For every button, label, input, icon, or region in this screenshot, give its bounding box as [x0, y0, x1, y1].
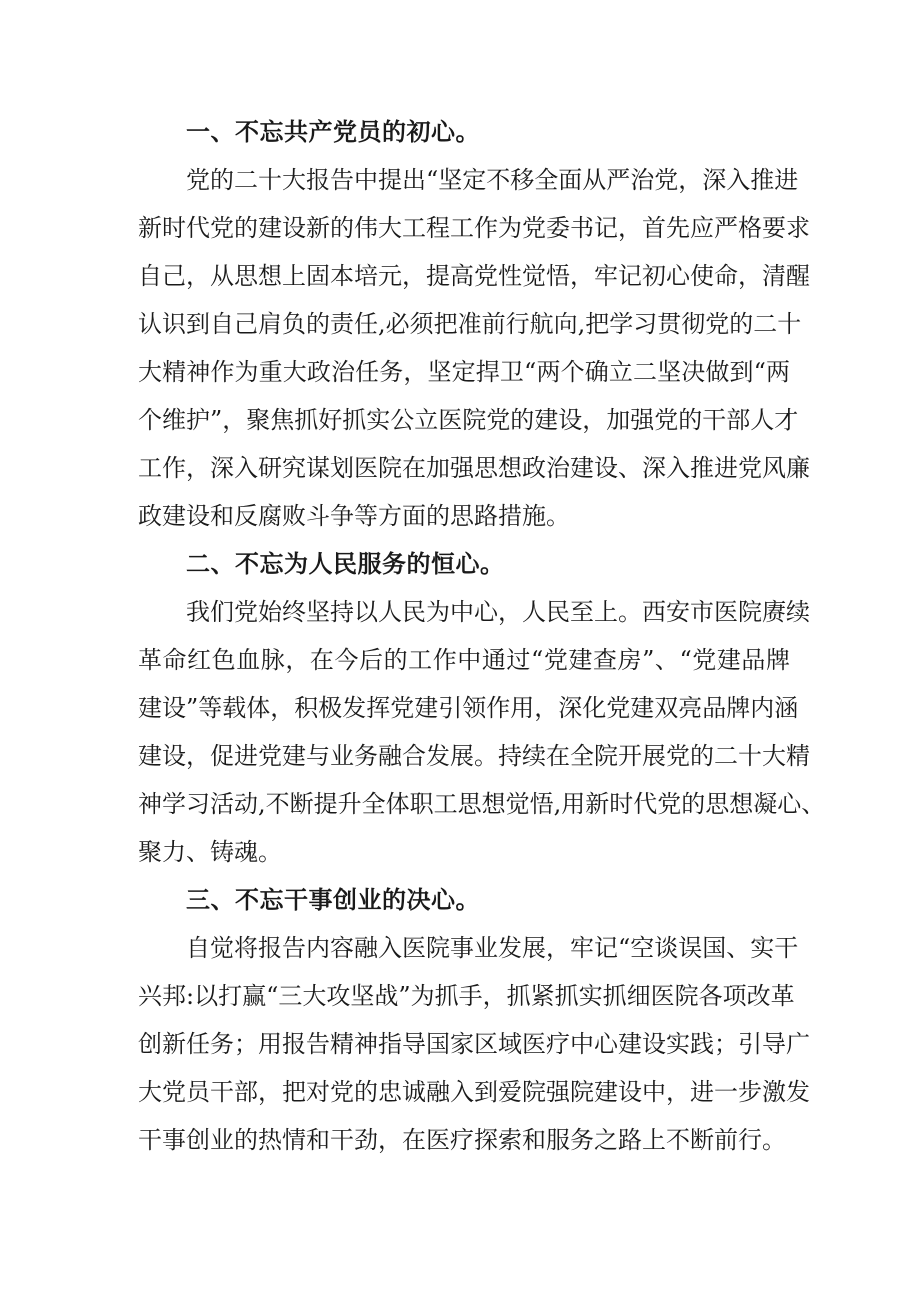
- section-1-line-6: 个维护”，聚焦抓好抓实公立医院党的建设，加强党的干部人才: [138, 406, 799, 434]
- section-2-line-6: 聚力、铸魂。: [138, 838, 282, 866]
- section-3-line-1: 自觉将报告内容融入医院事业发展，牢记“空谈误国、实干: [186, 934, 799, 962]
- section-3-line-2: 兴邦:以打赢“三大攻坚战”为抓手，抓紧抓实抓细医院各项改革: [138, 982, 795, 1010]
- section-2-line-1: 我们党始终坚持以人民为中心，人民至上。西安市医院赓续: [186, 598, 810, 626]
- section-2-line-4: 建设，促进党建与业务融合发展。持续在全院开展党的二十大精: [138, 742, 810, 770]
- section-3-line-5: 干事创业的热情和干劲，在医疗探索和服务之路上不断前行。: [138, 1126, 786, 1154]
- section-1-line-8: 政建设和反腐败斗争等方面的思路措施。: [138, 502, 570, 530]
- section-1-line-3: 自己，从思想上固本培元，提高党性觉悟，牢记初心使命，清醒: [138, 262, 810, 290]
- section-1-line-4: 认识到自己肩负的责任,必须把准前行航向,把学习贯彻党的二十: [138, 310, 802, 338]
- section-3-line-3: 创新任务；用报告精神指导国家区域医疗中心建设实践；引导广: [138, 1030, 810, 1058]
- section-heading-3: 三、不忘干事创业的决心。: [186, 886, 480, 914]
- section-2-line-2: 革命红色血脉，在今后的工作中通过“党建查房”、“党建品牌: [138, 646, 790, 674]
- section-2-line-5: 神学习活动,不断提升全体职工思想觉悟,用新时代党的思想凝心、: [138, 790, 826, 818]
- section-1-line-2: 新时代党的建设新的伟大工程工作为党委书记，首先应严格要求: [138, 214, 810, 242]
- section-2-line-3: 建设”等载体，积极发挥党建引领作用，深化党建双亮品牌内涵: [138, 694, 799, 722]
- section-3-line-4: 大党员干部，把对党的忠诚融入到爱院强院建设中，进一步激发: [138, 1078, 810, 1106]
- section-heading-2: 二、不忘为人民服务的恒心。: [186, 550, 505, 578]
- section-heading-1: 一、不忘共产党员的初心。: [186, 118, 480, 146]
- section-1-line-7: 工作，深入研究谋划医院在加强思想政治建设、深入推进党风廉: [138, 454, 810, 482]
- section-1-line-1: 党的二十大报告中提出“坚定不移全面从严治党，深入推进: [186, 166, 799, 194]
- section-1-line-5: 大精神作为重大政治任务，坚定捍卫“两个确立二坚决做到“两: [138, 358, 790, 386]
